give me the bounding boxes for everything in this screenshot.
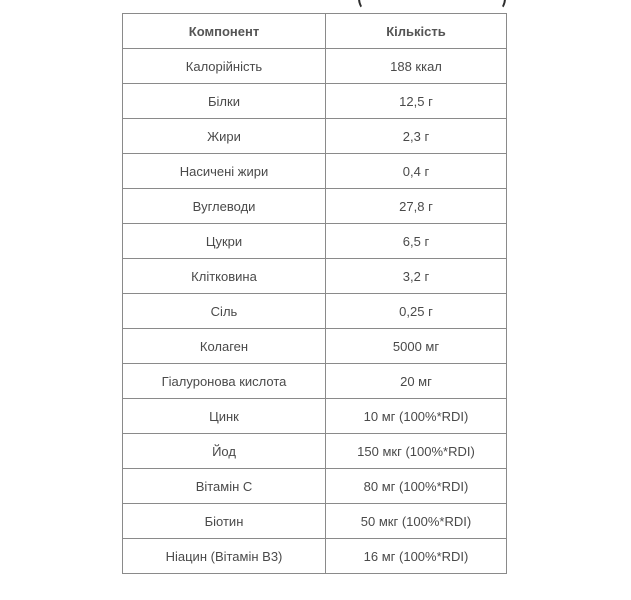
amount-cell: 150 мкг (100%*RDI) [326,434,507,469]
column-header-component: Компонент [123,14,326,49]
table-row [123,154,507,189]
column-header-amount: Кількість [326,14,507,49]
component-cell: Вітамін С [123,469,326,504]
nutrition-table [122,13,507,574]
amount-cell: 80 мг (100%*RDI) [326,469,507,504]
table-row [123,224,507,259]
amount-cell: 10 мг (100%*RDI) [326,399,507,434]
amount-cell: 2,3 г [326,119,507,154]
table-row [123,259,507,294]
component-cell: Ніацин (Вітамін В3) [123,539,326,574]
component-cell: Калорійність [123,49,326,84]
component-cell: Колаген [123,329,326,364]
amount-cell: 3,2 г [326,259,507,294]
component-cell: Насичені жири [123,154,326,189]
amount-cell: 0,25 г [326,294,507,329]
cropped-heading-remnant [0,0,631,8]
component-cell: Цинк [123,399,326,434]
table-row [123,84,507,119]
component-cell: Сіль [123,294,326,329]
table-row [123,399,507,434]
table-row [123,539,507,574]
table-row [123,329,507,364]
table-row [123,294,507,329]
amount-cell: 27,8 г [326,189,507,224]
table-row [123,49,507,84]
table-row [123,119,507,154]
table-row [123,364,507,399]
amount-cell: 20 мг [326,364,507,399]
table-row [123,469,507,504]
table-row [123,434,507,469]
amount-cell: 12,5 г [326,84,507,119]
component-cell: Білки [123,84,326,119]
component-cell: Жири [123,119,326,154]
cropped-paren-right [492,0,506,8]
amount-cell: 50 мкг (100%*RDI) [326,504,507,539]
amount-cell: 6,5 г [326,224,507,259]
table-row [123,189,507,224]
component-cell: Гіалуронова кислота [123,364,326,399]
table-header-row [123,14,507,49]
component-cell: Цукри [123,224,326,259]
amount-cell: 188 ккал [326,49,507,84]
cropped-paren-left [358,0,372,8]
component-cell: Клітковина [123,259,326,294]
amount-cell: 16 мг (100%*RDI) [326,539,507,574]
amount-cell: 5000 мг [326,329,507,364]
component-cell: Біотин [123,504,326,539]
component-cell: Вуглеводи [123,189,326,224]
table-row [123,504,507,539]
amount-cell: 0,4 г [326,154,507,189]
component-cell: Йод [123,434,326,469]
